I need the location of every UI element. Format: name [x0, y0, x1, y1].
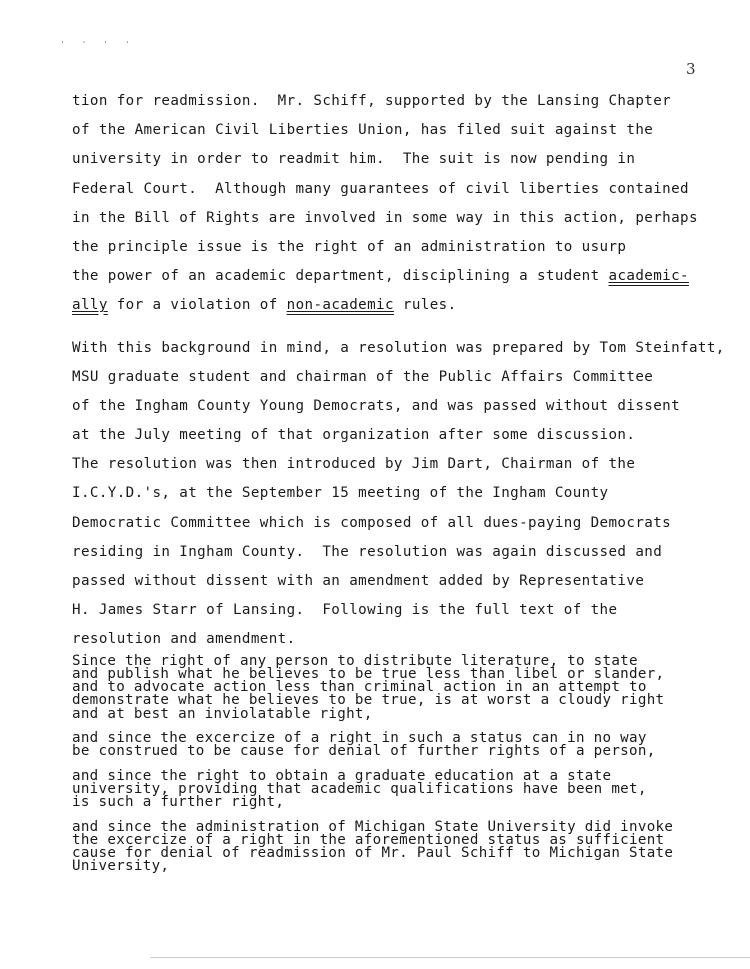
page-number: 3 — [686, 60, 696, 78]
text-line: Since the right of any person to distribute literature, to state — [72, 652, 638, 669]
text-line: H. James Starr of Lansing. Following is the full text of the — [72, 602, 618, 619]
text-line: university, providing that academic qualifications have been met, — [72, 780, 647, 797]
resolution-text — [72, 652, 742, 875]
text-line: be construed to be cause for denial of further rights of a person, — [72, 743, 656, 760]
text-segment: rules. — [393, 297, 457, 314]
paragraph-background — [72, 87, 742, 321]
text-line: Federal Court. Although many guarantees of civil liberties contained — [72, 180, 689, 197]
text-line: The resolution was then introduced by Jim Dart, Chairman of the — [72, 456, 636, 473]
text-line: University, — [72, 858, 170, 875]
text-line: demonstrate what he believes to be true, is at worst a cloudy right — [72, 692, 665, 709]
underlined-word: academic- — [608, 268, 689, 285]
text-line: tion for readmission. Mr. Schiff, supported by the Lansing Chapter — [72, 93, 672, 109]
text-line: and to advocate action less than criminal action in an attempt to — [72, 679, 647, 696]
text-line: of the Ingham County Young Democrats, and was passed without dissent — [72, 397, 681, 414]
text-line: of the American Civil Liberties Union, has filed suit against the — [72, 122, 654, 139]
resolution-clause — [72, 732, 742, 759]
text-line: in the Bill of Rights are involved in some way in this action, perhaps — [72, 209, 698, 226]
text-line: and since the administration of Michigan State University did invoke — [72, 818, 674, 835]
text-line — [72, 291, 742, 320]
text-line: and since the right to obtain a graduate education at a state — [72, 767, 612, 784]
resolution-clause — [72, 652, 742, 722]
text-line: at the July meeting of that organization after some discussion. — [72, 427, 636, 444]
underlined-word: ally — [72, 297, 108, 314]
text-line: passed without dissent with an amendment added by Representative — [72, 573, 645, 589]
text-segment: the power of an academic department, disciplining a student — [72, 268, 609, 285]
text-line: and at best an inviolatable right, — [72, 705, 373, 722]
page-bottom-edge — [150, 957, 750, 958]
text-line: cause for denial of readmission of Mr. Paul Schiff to Michigan State — [72, 845, 674, 862]
resolution-clause — [72, 767, 742, 811]
text-line: is such a further right, — [72, 794, 285, 811]
resolution-clause — [72, 818, 742, 875]
text-line: university in order to readmit him. The suit is now pending in — [72, 151, 636, 168]
text-segment: for a violation of — [107, 297, 287, 314]
text-line: the principle issue is the right of an administration to usurp — [72, 238, 627, 255]
text-line: resolution and amendment. — [72, 631, 296, 648]
text-line: the excercize of a right in the aforementioned status as sufficient — [72, 831, 665, 848]
text-line: and publish what he believes to be true less than libel or slander, — [72, 665, 665, 682]
text-line: residing in Ingham County. The resolution was again discussed and — [72, 543, 663, 560]
paragraph-resolution-history — [72, 334, 742, 655]
scan-marks: ' ' ' ' — [60, 40, 136, 49]
text-line — [72, 262, 742, 291]
text-line: I.C.Y.D.'s, at the September 15 meeting of the Ingham County — [72, 485, 609, 502]
text-line: MSU graduate student and chairman of the Public Affairs Committee — [72, 368, 654, 385]
underlined-word: non-academic — [286, 297, 394, 314]
document-body — [72, 87, 742, 874]
text-line: Democratic Committee which is composed of all dues-paying Democrats — [72, 514, 672, 531]
text-line: and since the excercize of a right in such a status can in no way — [72, 730, 647, 747]
text-line: With this background in mind, a resolution was prepared by Tom Steinfatt, — [72, 339, 725, 356]
